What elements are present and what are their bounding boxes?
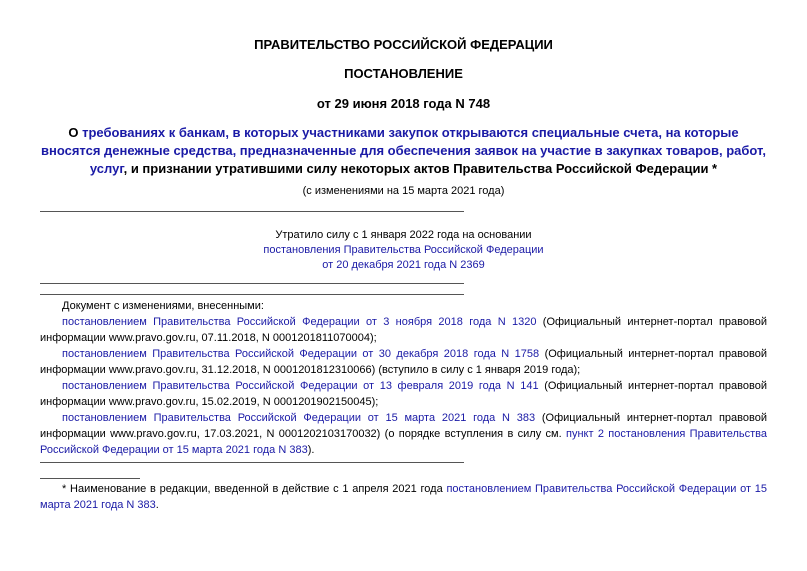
title-suffix: , и признании утратившими силу некоторых актов Правительства Российской Федерации * <box>123 161 718 176</box>
change-item <box>40 410 767 458</box>
divider <box>40 294 464 295</box>
change-link[interactable]: постановлением Правительства Российской Федерации от 3 ноября 2018 года N 1320 <box>62 316 537 328</box>
change-link-secondary[interactable]: пункт 2 постановления Правительства Российской Федерации от 15 марта 2021 года N 383 <box>40 428 768 456</box>
divider <box>40 211 464 212</box>
footnote <box>40 481 767 513</box>
change-item <box>40 314 767 346</box>
org-heading: ПРАВИТЕЛЬСТВО РОССИЙСКОЙ ФЕДЕРАЦИИ <box>254 37 553 52</box>
change-item <box>40 378 767 410</box>
title-link[interactable]: требованиях к банкам, в которых участниками закупок открываются специальные счета, на которые вносятся денежные средства, предназначенные для обеспечения заявок на участие в закупках товаров, работ, услуг <box>40 125 767 176</box>
changes-intro: Документ с изменениями, внесенными: <box>62 300 264 312</box>
divider <box>40 283 464 284</box>
change-tail: ). <box>307 444 315 456</box>
footnote-divider <box>40 478 140 479</box>
change-text: (Официальный интернет-портал правовой информации www.pravo.gov.ru, 17.03.2021, N 0001202103170032) (о порядке вступления в силу см. <box>40 412 767 440</box>
divider <box>40 462 464 463</box>
change-link[interactable]: постановлением Правительства Российской Федерации от 30 декабря 2018 года N 1758 <box>62 348 540 360</box>
title-prefix: О <box>68 125 83 140</box>
doc-date-heading: от 29 июня 2018 года N 748 <box>316 96 491 111</box>
expired-text: Утратило силу с 1 января 2022 года на основании <box>275 229 532 241</box>
change-link[interactable]: постановлением Правительства Российской Федерации от 13 февраля 2019 года N 141 <box>62 380 539 392</box>
change-text: (Официальный интернет-портал правовой информации www.pravo.gov.ru, 31.12.2018, N 0001201812310066) (вступило в силу с 1 января 2019 года); <box>40 348 767 376</box>
edition-note: (с изменениями на 15 марта 2021 года) <box>302 185 505 197</box>
change-text: (Официальный интернет-портал правовой информации www.pravo.gov.ru, 07.11.2018, N 0001201811070004); <box>40 316 767 344</box>
expired-link-1[interactable]: постановления Правительства Российской Федерации <box>263 244 544 256</box>
document-title <box>40 124 767 178</box>
changes-list <box>40 298 767 458</box>
expired-notice <box>40 228 767 273</box>
footnote-link[interactable]: постановлением Правительства Российской Федерации от 15 марта 2021 года N 383 <box>40 483 768 511</box>
footnote-text: * Наименование в редакции, введенной в действие с 1 апреля 2021 года <box>62 483 447 495</box>
change-text: (Официальный интернет-портал правовой информации www.pravo.gov.ru, 15.02.2019, N 0001201902150045); <box>40 380 767 408</box>
doc-type-heading: ПОСТАНОВЛЕНИЕ <box>344 66 463 81</box>
expired-link-2[interactable]: от 20 декабря 2021 года N 2369 <box>322 259 485 271</box>
change-link[interactable]: постановлением Правительства Российской Федерации от 15 марта 2021 года N 383 <box>62 412 536 424</box>
change-item <box>40 346 767 378</box>
footnote-tail: . <box>155 499 159 511</box>
